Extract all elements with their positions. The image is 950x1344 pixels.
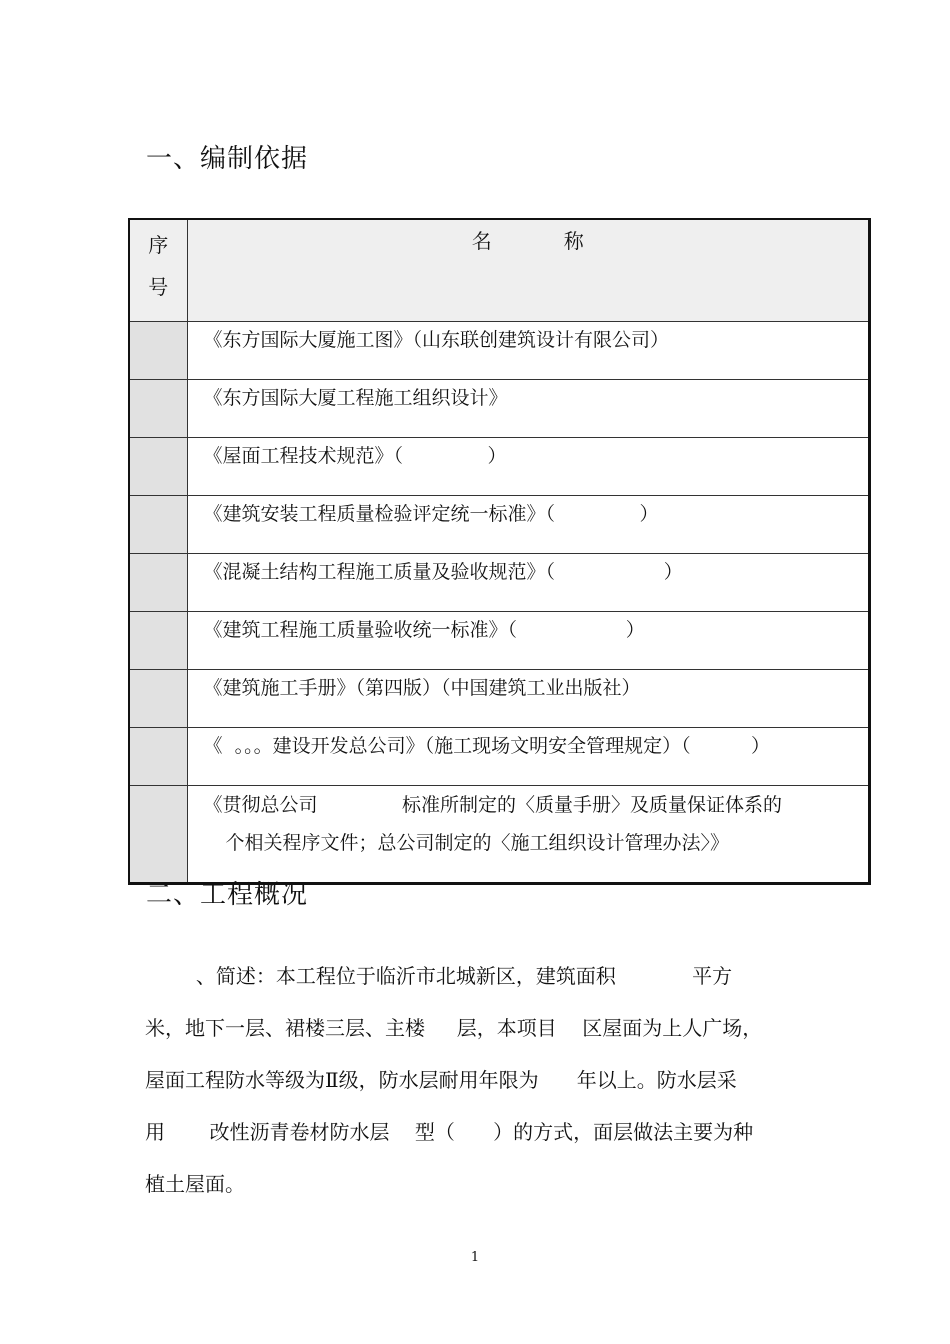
seq-cell — [129, 380, 187, 438]
name-cell: 《东方国际大厦工程施工组织设计》 — [187, 380, 870, 438]
overview-line: 用 改性沥青卷材防水层 型（ ）的方式，面层做法主要为种 — [145, 1120, 754, 1144]
name-cell: 《建筑安装工程质量检验评定统一标准》（ ） — [187, 496, 870, 554]
table-row — [129, 612, 870, 670]
seq-cell — [129, 496, 187, 554]
table-row — [129, 438, 870, 496]
table-row — [129, 670, 870, 728]
name-cell — [187, 786, 870, 884]
header-name-a: 名 — [471, 229, 492, 253]
seq-cell — [129, 438, 187, 496]
header-name-b: 称 — [563, 229, 584, 253]
header-seq-cell — [129, 219, 187, 322]
table-row — [129, 554, 870, 612]
last-row-line2: 个相关程序文件；总公司制定的〈施工组织设计管理办法〉》 — [225, 832, 730, 854]
seq-cell — [129, 612, 187, 670]
seq-cell — [129, 786, 187, 884]
table-row — [129, 380, 870, 438]
overview-line: 植土屋面。 — [145, 1172, 245, 1196]
last-row-line1: 《贯彻总公司 标准所制定的〈质量手册〉及质量保证体系的 — [203, 794, 783, 816]
overview-line: 屋面工程防水等级为Ⅱ级，防水层耐用年限为 年以上。防水层采 — [145, 1068, 737, 1092]
table-row — [129, 322, 870, 380]
table-row — [129, 728, 870, 786]
name-cell: 《建筑工程施工质量验收统一标准》（ ） — [187, 612, 870, 670]
name-cell: 《东方国际大厦施工图》（山东联创建筑设计有限公司） — [187, 322, 870, 380]
section-title-basis: 一、编制依据 — [146, 144, 309, 174]
overview-paragraph — [145, 950, 809, 1210]
basis-table — [128, 218, 871, 885]
seq-cell — [129, 670, 187, 728]
table-row — [129, 786, 870, 884]
table-header-row — [129, 219, 870, 322]
header-seq-line2: 号 — [148, 275, 169, 299]
page-number: 1 — [470, 1250, 480, 1265]
header-name-cell — [187, 219, 870, 322]
overview-line: 、简述：本工程位于临沂市北城新区，建筑面积 平方 — [145, 964, 733, 988]
seq-cell — [129, 728, 187, 786]
name-cell: 《建筑施工手册》（第四版）（中国建筑工业出版社） — [187, 670, 870, 728]
name-cell: 《 。。。建设开发总公司》（施工现场文明安全管理规定）（ ） — [187, 728, 870, 786]
seq-cell — [129, 322, 187, 380]
name-cell: 《屋面工程技术规范》（ ） — [187, 438, 870, 496]
table-row — [129, 496, 870, 554]
name-cell: 《混凝土结构工程施工质量及验收规范》（ ） — [187, 554, 870, 612]
section-title-overview: 二、工程概况 — [146, 880, 309, 910]
overview-line: 米，地下一层、裙楼三层、主楼 层，本项目 区屋面为上人广场， — [145, 1016, 763, 1040]
header-seq-line1: 序 — [148, 233, 169, 257]
seq-cell — [129, 554, 187, 612]
